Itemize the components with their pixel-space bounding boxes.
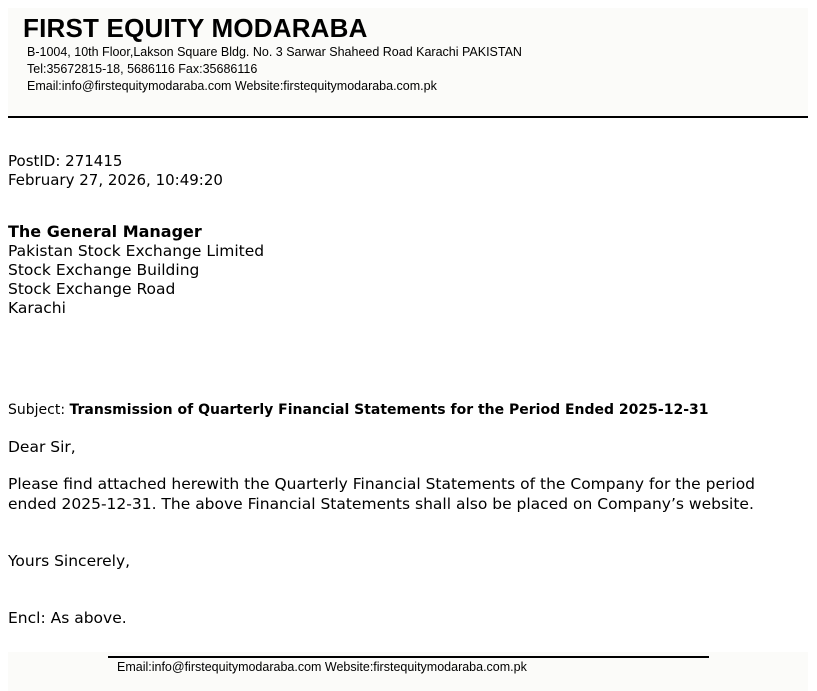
subject-line	[8, 402, 708, 418]
company-email-website: Email:info@firstequitymodaraba.com Website:firstequitymodaraba.com.pk	[27, 79, 437, 93]
post-id: PostID: 271415	[8, 152, 123, 170]
recipient-line-1: Pakistan Stock Exchange Limited	[8, 242, 265, 260]
recipient-title: The General Manager	[8, 222, 202, 241]
footer-email-website: Email:info@firstequitymodaraba.com Website:firstequitymodaraba.com.pk	[117, 660, 527, 674]
recipient-line-2: Stock Exchange Building	[8, 261, 200, 279]
subject-text: Transmission of Quarterly Financial Statements for the Period Ended 2025-12-31	[69, 402, 709, 418]
subject-label: Subject:	[8, 402, 66, 418]
recipient-line-4: Karachi	[8, 299, 66, 317]
recipient-line-3: Stock Exchange Road	[8, 280, 176, 298]
salutation: Dear Sir,	[8, 438, 76, 456]
company-name: FIRST EQUITY MODARABA	[23, 13, 368, 43]
body-paragraph-line-2: ended 2025-12-31. The above Financial Statements shall also be placed on Company’s website.	[8, 495, 754, 513]
letterhead	[8, 8, 808, 116]
enclosure-note: Encl: As above.	[8, 609, 127, 627]
company-phone-fax: Tel:35672815-18, 5686116 Fax:35686116	[27, 62, 258, 76]
header-divider	[8, 116, 808, 118]
closing: Yours Sincerely,	[8, 552, 131, 570]
footer-divider	[108, 656, 709, 658]
company-address: B-1004, 10th Floor,Lakson Square Bldg. No. 3 Sarwar Shaheed Road Karachi PAKISTAN	[27, 45, 522, 59]
post-datetime: February 27, 2026, 10:49:20	[8, 171, 223, 189]
body-paragraph-line-1: Please find attached herewith the Quarterly Financial Statements of the Company for the period	[8, 475, 756, 493]
